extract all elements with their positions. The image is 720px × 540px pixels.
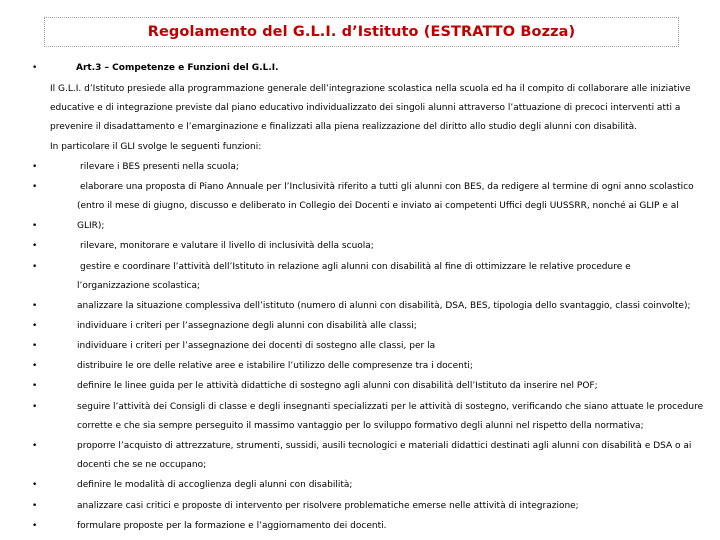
bullet-marker: • [32,381,38,391]
list-item: gestire e coordinare l’attività dell’Istituto in relazione agli alunni con disabilità al fine di ottimizzare le relative procedure e [80,262,631,272]
article-heading: Art.3 – Competenze e Funzioni del G.L.I. [76,63,279,73]
list-item: analizzare casi critici e proposte di intervento per risolvere problematiche emerse nelle attività di integrazione; [77,501,579,511]
bullet-marker: • [32,262,38,272]
functions-lead: In particolare il GLI svolge le seguenti funzioni: [50,142,262,152]
list-item-continuation: (entro il mese di giugno, discusso e deliberato in Collegio dei Docenti e inviato ai competenti Uffici degli UUSSRR, nonché ai GLIP e al [77,201,679,211]
intro-line: educative e di integrazione previste dal piano educativo individualizzato dei singoli alunni attraverso l’attuazione di precoci interventi atti a [50,103,681,113]
list-item: rilevare i BES presenti nella scuola; [80,162,239,172]
bullet-marker: • [32,182,38,192]
bullet-marker: • [32,301,38,311]
list-item: analizzare la situazione complessiva dell’istituto (numero di alunni con disabilità, DSA, BES, tipologia dello svantaggio, classi coinvolte); [77,301,691,311]
bullet-marker: • [32,221,38,231]
list-item: distribuire le ore delle relative aree e istabilire l’utilizzo delle compresenze tra i docenti; [77,361,473,371]
list-item: definire le modalità di accoglienza degli alunni con disabilità; [77,480,353,490]
title-box [44,17,679,47]
list-item: individuare i criteri per l’assegnazione degli alunni con disabilità alle classi; [77,321,417,331]
list-item: individuare i criteri per l’assegnazione dei docenti di sostegno alle classi, per la [77,341,436,351]
bullet-marker: • [32,480,38,490]
bullet-marker: • [32,341,38,351]
list-item-continuation: corrette e che sia sempre perseguito il massimo vantaggio per lo sviluppo formativo degli alunni nel rispetto della normativa; [77,421,644,431]
intro-line: Il G.L.I. d’Istituto presiede alla programmazione generale dell’integrazione scolastica nella scuola ed ha il compito di collaborare alle iniziative [50,84,691,94]
bullet-marker: • [32,501,38,511]
list-item: proporre l’acquisto di attrezzature, strumenti, sussidi, ausili tecnologici e materiali didattici destinati agli alunni con disabilità e DSA o ai [77,441,692,451]
bullet-marker: • [32,521,38,531]
bullet-marker: • [32,63,38,73]
bullet-marker: • [32,321,38,331]
bullet-marker: • [32,441,38,451]
list-item-continuation: l’organizzazione scolastica; [77,281,201,291]
list-item: rilevare, monitorare e valutare il livello di inclusività della scuola; [80,241,374,251]
list-item-continuation: GLIR); [77,221,105,231]
intro-line: prevenire il disadattamento e l’emarginazione e finalizzati alla piena realizzazione del diritto allo studio degli alunni con disabilità. [50,122,638,132]
document-title: Regolamento del G.L.I. d’Istituto (ESTRATTO Bozza) [147,24,576,40]
list-item: seguire l’attività dei Consigli di classe e degli insegnanti specializzati per le attività di sostegno, verificando che siano attuate le procedure [77,402,704,412]
list-item: definire le linee guida per le attività didattiche di sostegno agli alunni con disabilità dell’Istituto da inserire nel POF; [77,381,598,391]
list-item-continuation: docenti che se ne occupano; [77,460,207,470]
bullet-marker: • [32,241,38,251]
bullet-marker: • [32,361,38,371]
list-item: elaborare una proposta di Piano Annuale per l’Inclusività riferito a tutti gli alunni con BES, da redigere al termine di ogni anno scolastico [80,182,694,192]
bullet-marker: • [32,402,38,412]
bullet-marker: • [32,162,38,172]
list-item: formulare proposte per la formazione e l’aggiornamento dei docenti. [77,521,387,531]
